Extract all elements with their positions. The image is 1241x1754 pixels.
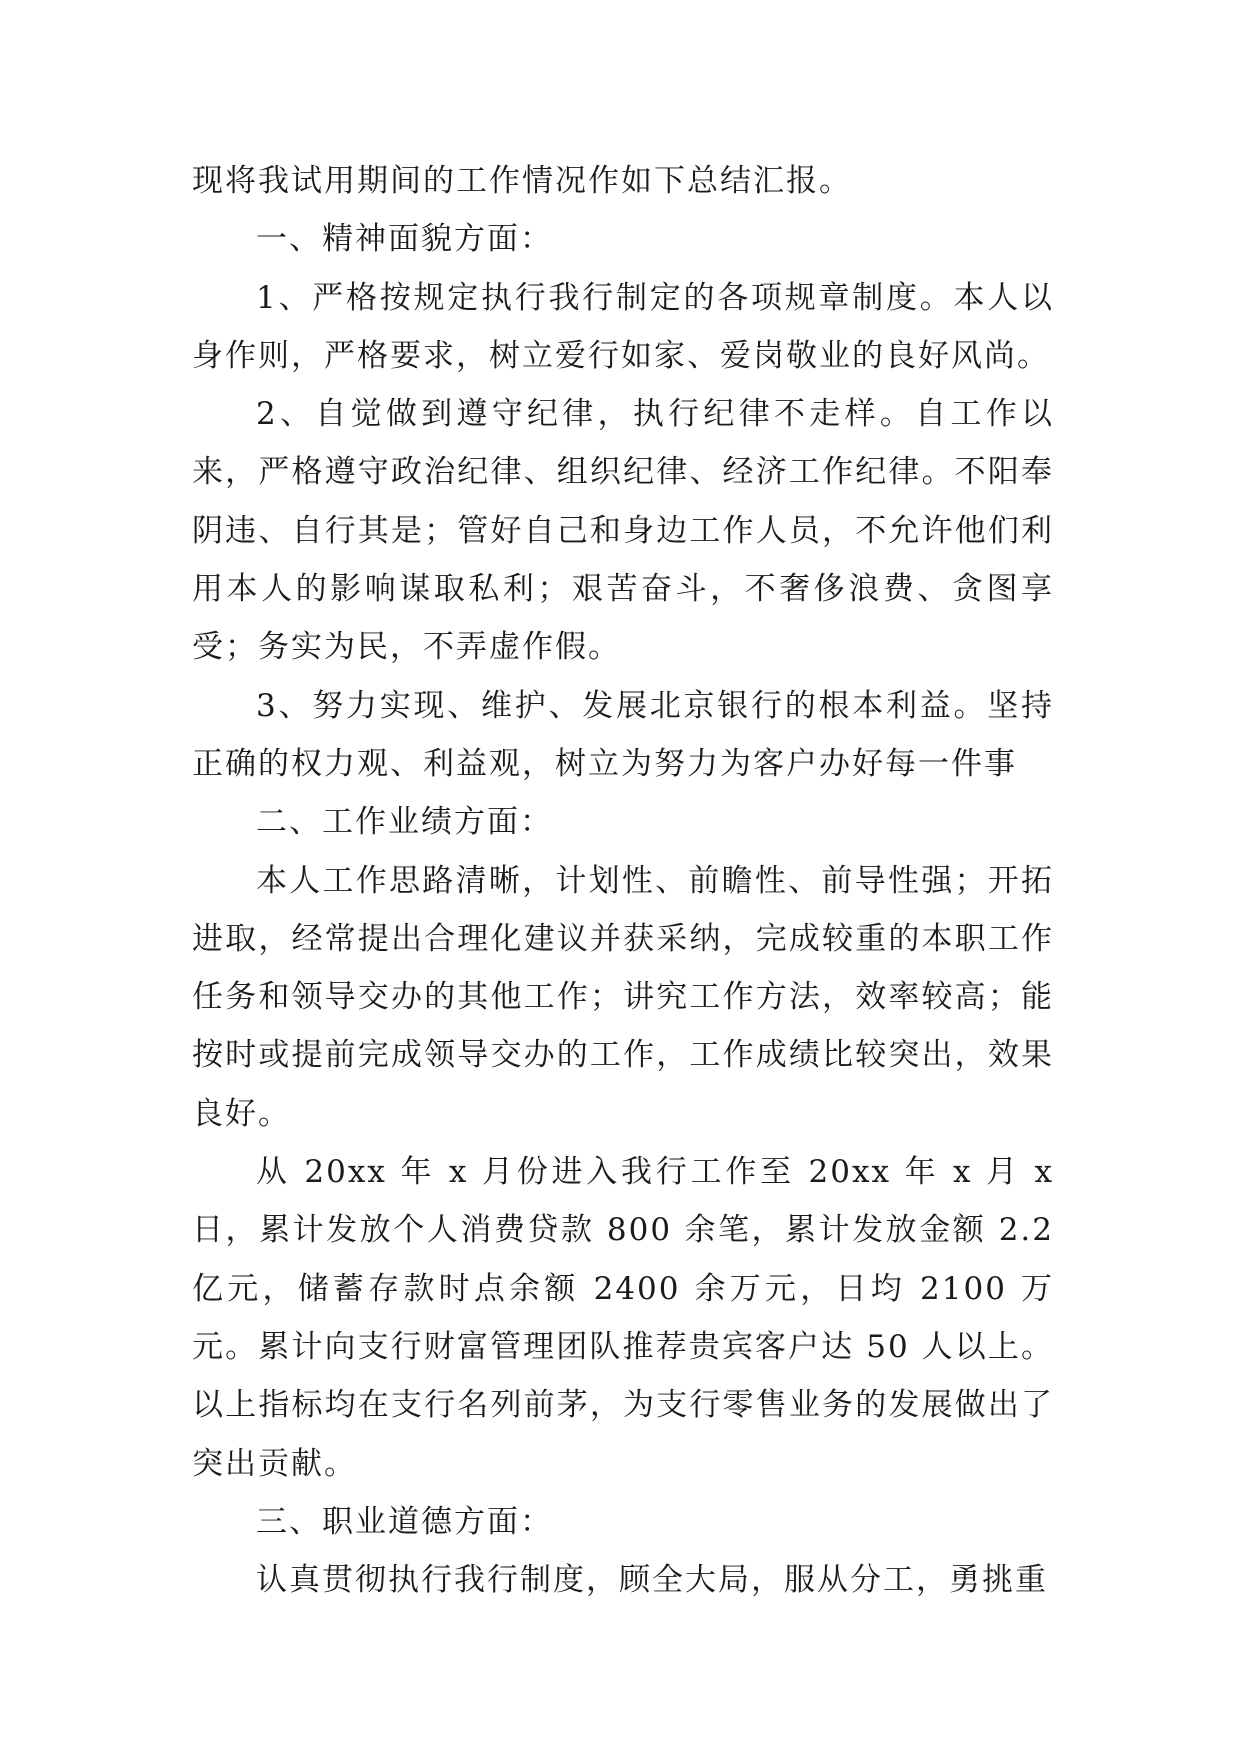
paragraph-achievements: 从 20xx 年 x 月份进入我行工作至 20xx 年 x 月 x 日，累计发放个人消费贷款 800 余笔，累计发放金额 2.2 亿元，储蓄存款时点余额 2400 余万元，日均 2100 万元。累计向支行财富管理团队推荐贵宾客户达 50 人以上。以上指标均在支行名列前茅，为支行零售业务的发展做出了突出贡献。 <box>192 1154 1054 1482</box>
section-heading-spirit: 一、精神面貌方面： <box>256 221 553 258</box>
paragraph-rules: 1、严格按规定执行我行制定的各项规章制度。本人以身作则，严格要求，树立爱行如家、爱岗敬业的良好风尚。 <box>192 279 1054 374</box>
section-heading-ethics: 三、职业道德方面： <box>256 1503 553 1540</box>
paragraph-discipline: 2、自觉做到遵守纪律，执行纪律不走样。自工作以来，严格遵守政治纪律、组织纪律、经济工作纪律。不阳奉阴违、自行其是；管好自己和身边工作人员，不允许他们利用本人的影响谋取私利；艰苦奋斗，不奢侈浪费、贪图享受；务实为民，不弄虚作假。 <box>192 396 1054 666</box>
paragraph-intro: 现将我试用期间的工作情况作如下总结汇报。 <box>192 163 852 199</box>
paragraph-interests: 3、努力实现、维护、发展北京银行的根本利益。坚持正确的权力观、利益观，树立为努力为客户办好每一件事 <box>192 687 1054 782</box>
paragraph-ethics: 认真贯彻执行我行制度，顾全大局，服从分工，勇挑重 <box>256 1562 1048 1599</box>
document-body <box>192 152 1054 1609</box>
section-heading-performance: 二、工作业绩方面： <box>256 804 553 841</box>
paragraph-work-approach: 本人工作思路清晰，计划性、前瞻性、前导性强；开拓进取，经常提出合理化建议并获采纳，完成较重的本职工作任务和领导交办的其他工作；讲究工作方法，效率较高；能按时或提前完成领导交办的工作，工作成绩比较突出，效果良好。 <box>192 862 1054 1132</box>
